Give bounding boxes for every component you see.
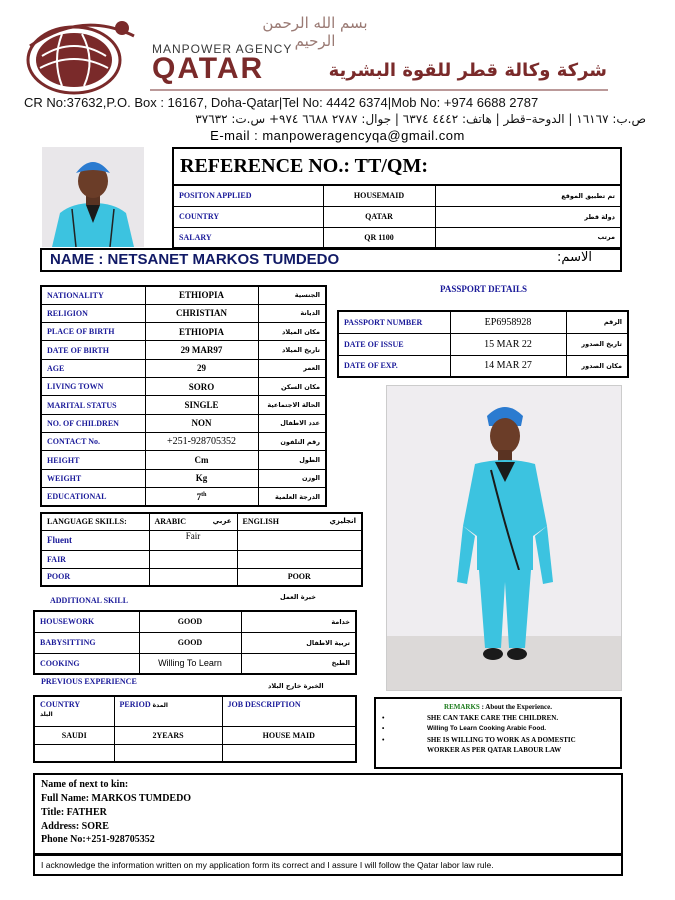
personal-value: SINGLE — [145, 396, 258, 414]
personal-value: +251-928705352 — [145, 433, 258, 451]
personal-value: 29 — [145, 359, 258, 377]
email-line: E-mail : manpoweragencyqa@gmail.com — [210, 128, 465, 143]
issue-date-value: 15 MAR 22 — [450, 333, 566, 355]
issue-date-label: DATE OF ISSUE — [338, 333, 450, 355]
position-table — [172, 184, 622, 249]
personal-label: NO. OF CHILDREN — [41, 414, 145, 432]
skill-babysitting-label: BABYSITTING — [34, 632, 139, 653]
personal-label: HEIGHT — [41, 451, 145, 469]
skill-housework-label: HOUSEWORK — [34, 611, 139, 632]
language-poor-english: POOR — [237, 568, 362, 586]
candidate-name-ar: الاسم: — [557, 250, 592, 265]
remark-item: WORKER AS PER QATAR LABOUR LAW — [427, 746, 562, 754]
personal-label-ar: رقم التلفون — [258, 433, 326, 451]
remark-item: • SHE CAN TAKE CARE THE CHILDREN. — [382, 714, 559, 722]
personal-label-ar: الحالة الاجتماعية — [258, 396, 326, 414]
experience-country: SAUDI — [34, 726, 114, 744]
personal-label-ar: العمر — [258, 359, 326, 377]
remarks-title: REMARKS : About the Experience. — [444, 703, 552, 711]
bismillah-calligraphy: بسم الله الرحمن الرحيم — [262, 14, 368, 50]
experience-job: HOUSE MAID — [222, 726, 356, 744]
personal-value: SORO — [145, 378, 258, 396]
agency-name-arabic: شركة وكالة قطر للقوة البشرية — [328, 60, 607, 81]
personal-label: EDUCATIONAL — [41, 488, 145, 506]
language-fluent-arabic: Fair — [149, 530, 237, 550]
skill-cooking-label: COOKING — [34, 653, 139, 674]
candidate-name: NAME : NETSANET MARKOS TUMDEDO — [50, 251, 340, 268]
personal-label: LIVING TOWN — [41, 378, 145, 396]
experience-title-ar: الخبرة خارج البلاد — [268, 682, 324, 690]
passport-number-value: EP6958928 — [450, 311, 566, 333]
position-value: HOUSEMAID — [323, 185, 435, 206]
profile-photo-small — [42, 147, 144, 247]
passport-title: PASSPORT DETAILS — [440, 284, 527, 294]
personal-row — [41, 323, 326, 341]
personal-label: MARITAL STATUS — [41, 396, 145, 414]
skills-table — [33, 610, 357, 675]
experience-period: 2YEARS — [114, 726, 222, 744]
kin-address: Address: SORE — [41, 821, 109, 832]
skill-cooking-value: Willing To Learn — [139, 653, 241, 674]
kin-full-name: Full Name: MARKOS TUMDEDO — [41, 793, 192, 804]
header-divider — [150, 89, 608, 91]
contact-line-arabic: ص.ب: ١٦١٦٧ | الدوحة–قطر | هاتف: ٤٤٤٢ ٦٣٧٤ | جوال: ٢٧٨٧ ٦٦٨٨ ٩٧٤+ س.ت: ٣٧٦٣٢ — [195, 112, 646, 126]
passport-number-label: PASSPORT NUMBER — [338, 311, 450, 333]
remark-item: • Willing To Learn Cooking Arabic Food. — [382, 725, 547, 732]
experience-table — [33, 695, 357, 763]
kin-relation: Title: FATHER — [41, 807, 107, 818]
personal-label: PLACE OF BIRTH — [41, 323, 145, 341]
language-row-fair: FAIR — [41, 550, 149, 568]
position-label: POSITON APPLIED — [173, 185, 323, 206]
personal-value: 7th — [145, 488, 258, 506]
experience-title: PREVIOUS EXPERIENCE — [41, 677, 137, 686]
issue-date-label-ar: تاريخ الصدور — [566, 333, 628, 355]
personal-value: NON — [145, 414, 258, 432]
language-fluent-english — [237, 530, 362, 550]
kin-phone: Phone No:+251-928705352 — [41, 834, 155, 845]
expiry-date-label-ar: مكان الصدور — [566, 355, 628, 377]
personal-row — [41, 304, 326, 322]
language-fair-english — [237, 550, 362, 568]
reference-number: REFERENCE NO.: TT/QM: — [180, 155, 428, 177]
country-value: QATAR — [323, 206, 435, 227]
personal-label-ar: عدد الاطفال — [258, 414, 326, 432]
personal-label-ar: الجنسية — [258, 286, 326, 304]
skill-cooking-ar: الطبخ — [241, 653, 356, 674]
profile-photo-full — [386, 385, 622, 691]
skill-housework-value: GOOD — [139, 611, 241, 632]
personal-label-ar: الديانة — [258, 304, 326, 322]
language-header-arabic: ARABIC عربي — [149, 513, 237, 530]
skills-title-ar: خبرة العمل — [280, 593, 316, 601]
personal-value: ETHIOPIA — [145, 286, 258, 304]
skill-babysitting-ar: تربية الاطفال — [241, 632, 356, 653]
personal-value: 29 MAR97 — [145, 341, 258, 359]
experience-empty-cell — [114, 744, 222, 762]
personal-value: CHRISTIAN — [145, 304, 258, 322]
personal-label-ar: الدرجة العلمية — [258, 488, 326, 506]
personal-label: DATE OF BIRTH — [41, 341, 145, 359]
personal-row — [41, 451, 326, 469]
contact-line: CR No:37632,P.O. Box : 16167, Doha-Qatar|Tel No: 4442 6374|Mob No: +974 6688 2787 — [24, 95, 539, 110]
personal-row — [41, 433, 326, 451]
country-label: COUNTRY — [173, 206, 323, 227]
experience-empty-cell — [34, 744, 114, 762]
agency-name: QATAR — [152, 52, 265, 85]
personal-value: Cm — [145, 451, 258, 469]
personal-row — [41, 378, 326, 396]
position-label-ar: تم تطبيق الموقع — [435, 185, 621, 206]
language-header-label: LANGUAGE SKILLS: — [41, 513, 149, 530]
personal-label-ar: الوزن — [258, 469, 326, 487]
skill-housework-ar: خدامة — [241, 611, 356, 632]
salary-label: SALARY — [173, 227, 323, 248]
personal-value: ETHIOPIA — [145, 323, 258, 341]
expiry-date-value: 14 MAR 27 — [450, 355, 566, 377]
personal-row — [41, 286, 326, 304]
language-skills-table — [40, 512, 363, 587]
acknowledgement-text: I acknowledge the information written on my application form its correct and I assure I will follow the Qatar labor law rule. — [41, 860, 494, 870]
remark-item: • SHE IS WILLING TO WORK AS A DOMESTIC — [382, 736, 576, 744]
personal-label-ar: الطول — [258, 451, 326, 469]
personal-row — [41, 359, 326, 377]
expiry-date-label: DATE OF EXP. — [338, 355, 450, 377]
experience-col-job: JOB DESCRIPTION — [222, 696, 356, 726]
personal-label-ar: مكان السكن — [258, 378, 326, 396]
kin-title: Name of next to kin: — [41, 779, 129, 790]
personal-row — [41, 488, 326, 506]
personal-label: CONTACT No. — [41, 433, 145, 451]
agency-logo — [22, 16, 140, 96]
personal-label: RELIGION — [41, 304, 145, 322]
experience-empty-cell — [222, 744, 356, 762]
language-poor-arabic — [149, 568, 237, 586]
passport-table — [337, 310, 629, 378]
salary-label-ar: مرتب — [435, 227, 621, 248]
agency-subtitle: MANPOWER AGENCY — [152, 42, 293, 56]
personal-row — [41, 341, 326, 359]
language-fair-arabic — [149, 550, 237, 568]
skills-title: ADDITIONAL SKILL — [50, 596, 129, 605]
passport-number-label-ar: الرقم — [566, 311, 628, 333]
personal-row — [41, 396, 326, 414]
salary-value: QR 1100 — [323, 227, 435, 248]
skill-babysitting-value: GOOD — [139, 632, 241, 653]
experience-col-period: PERIOD المدة — [114, 696, 222, 726]
personal-row — [41, 414, 326, 432]
personal-label-ar: تاريخ الميلاد — [258, 341, 326, 359]
personal-label: AGE — [41, 359, 145, 377]
experience-col-country: COUNTRY البلد — [34, 696, 114, 726]
personal-value: Kg — [145, 469, 258, 487]
personal-label: WEIGHT — [41, 469, 145, 487]
personal-label-ar: مكان الميلاد — [258, 323, 326, 341]
country-label-ar: دولة قطر — [435, 206, 621, 227]
personal-details-table — [40, 285, 327, 507]
language-row-poor: POOR — [41, 568, 149, 586]
language-row-fluent: Fluent — [41, 530, 149, 550]
personal-label: NATIONALITY — [41, 286, 145, 304]
language-header-english: ENGLISH انجليزي — [237, 513, 362, 530]
personal-row — [41, 469, 326, 487]
